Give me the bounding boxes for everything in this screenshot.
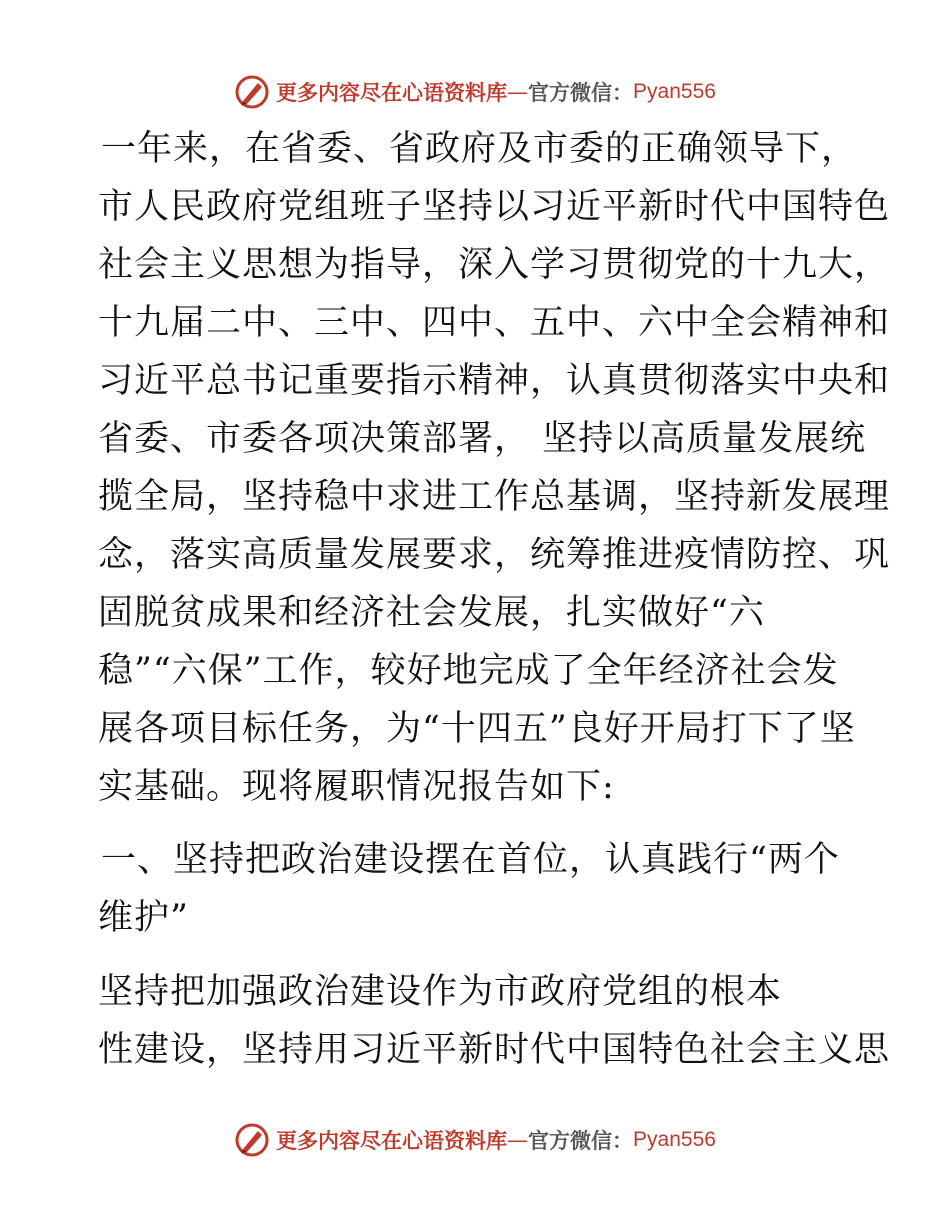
body-line-2: 市人民政府党组班子坚持以习近平新时代中国特色 (98, 187, 891, 227)
body-line-11: 展各项目标任务，为“十四五”良好开局打下了坚 (98, 709, 856, 749)
body-line-14: 性建设，坚持用习近平新时代中国特色社会主义思 (98, 1030, 891, 1070)
body-line-6: 省委、市委各项决策部署， 坚持以高质量发展统 (98, 419, 867, 459)
banner-separator: — (507, 80, 529, 104)
pen-logo-icon (234, 1122, 270, 1158)
banner-separator: — (507, 1128, 529, 1152)
banner-wechat-id: Pyan556 (633, 1128, 716, 1151)
banner-main-text: 更多内容尽在心语资料库 (276, 81, 508, 105)
section-heading-line-1: 一、坚持把政治建设摆在首位，认真践行“两个 (101, 840, 840, 880)
body-line-5: 习近平总书记重要指示精神，认真贯彻落实中央和 (98, 361, 891, 401)
banner-label: 官方微信 (528, 81, 613, 105)
section-heading-line-2: 维护” (98, 898, 189, 938)
banner-colon: ： (612, 1129, 634, 1153)
footer-watermark-banner (0, 1120, 950, 1160)
body-line-13: 坚持把加强政治建设作为市政府党组的根本 (98, 972, 783, 1012)
body-line-4: 十九届二中、三中、四中、五中、六中全会精神和 (98, 303, 891, 343)
banner-wechat-id: Pyan556 (633, 80, 716, 103)
body-line-3: 社会主义思想为指导，深入学习贯彻党的十九大， (98, 245, 891, 285)
body-line-10: 稳”“六保”工作，较好地完成了全年经济社会发 (98, 651, 839, 691)
body-line-7: 揽全局，坚持稳中求进工作总基调，坚持新发展理 (98, 477, 891, 517)
pen-logo-icon (234, 74, 270, 110)
body-line-12: 实基础。现将履职情况报告如下: (98, 767, 615, 807)
body-line-9: 固脱贫成果和经济社会发展，扎实做好“六 (98, 593, 765, 633)
banner-label: 官方微信 (528, 1129, 613, 1153)
body-line-8: 念，落实高质量发展要求，统筹推进疫情防控、巩 (98, 535, 891, 575)
banner-colon: ： (612, 81, 634, 105)
body-line-1: 一年来，在省委、省政府及市委的正确领导下， (101, 129, 858, 169)
header-watermark-banner (0, 72, 950, 112)
banner-main-text: 更多内容尽在心语资料库 (276, 1129, 508, 1153)
